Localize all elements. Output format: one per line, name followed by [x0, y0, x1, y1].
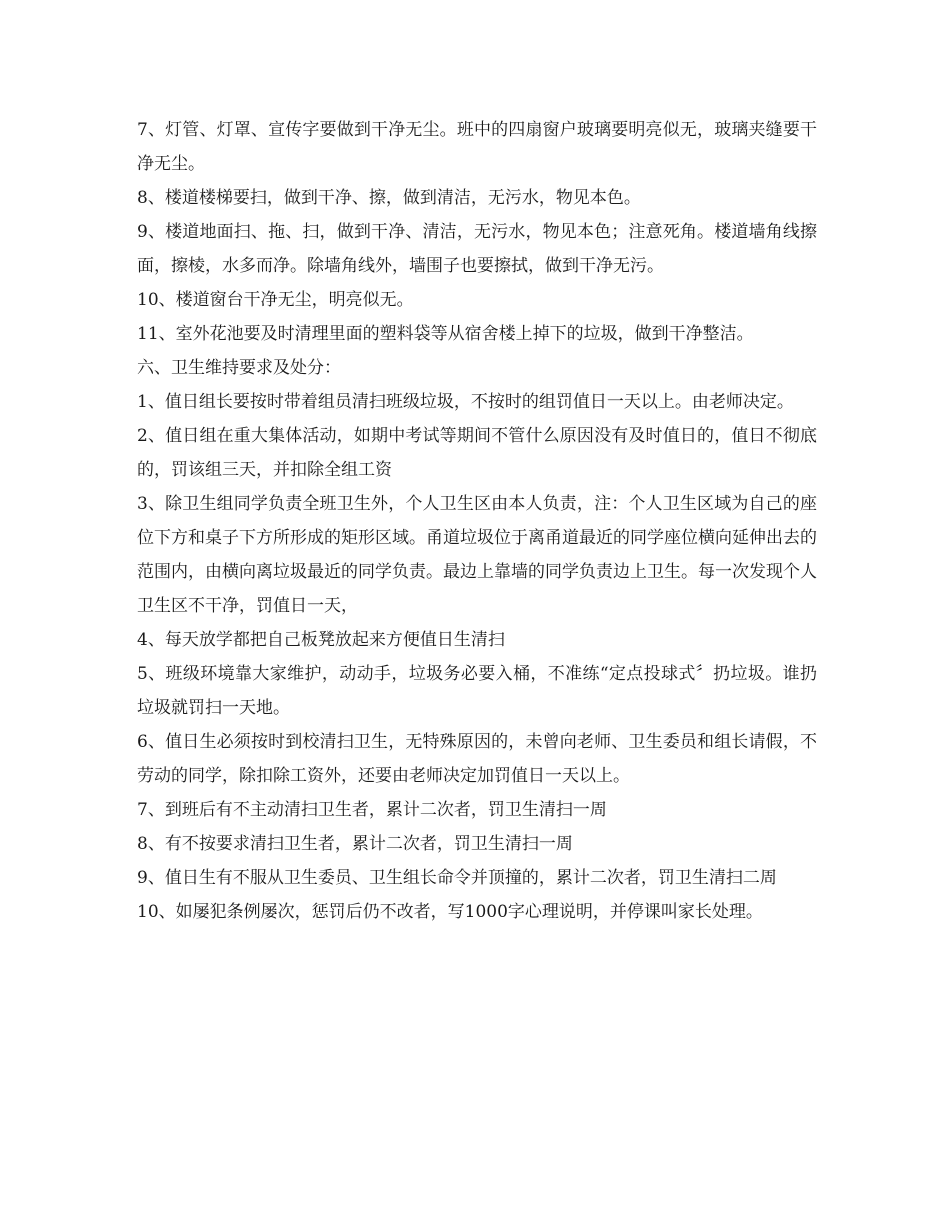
paragraph-item-10-windowsill: 10、楼道窗台干净无尘，明亮似无。	[137, 290, 414, 310]
section-heading-six: 六、卫生维持要求及处分：	[137, 358, 341, 378]
document-body	[137, 113, 817, 929]
rule-item-8: 8、有不按要求清扫卫生者，累计二次者，罚卫生清扫一周	[137, 834, 573, 854]
paragraph-item-9-corridor-floor: 9、楼道地面扫、拖、扫，做到干净、清洁，无污水，物见本色；注意死角。楼道墙角线擦面，擦棱，水多而净。除墙角线外，墙围子也要擦拭，做到干净无污。	[137, 222, 817, 276]
rule-item-10: 10、如屡犯条例屡次，惩罚后仍不改者，写1000字心理说明，并停课叫家长处理。	[137, 902, 763, 922]
paragraph-item-11-flower-bed: 11、室外花池要及时清理里面的塑料袋等从宿舍楼上掉下的垃圾，做到干净整洁。	[137, 324, 754, 344]
rule-item-2: 2、值日组在重大集体活动，如期中考试等期间不管什么原因没有及时值日的，值日不彻底的，罚该组三天，并扣除全组工资	[137, 426, 817, 480]
rule-item-7: 7、到班后有不主动清扫卫生者，累计二次者，罚卫生清扫一周	[137, 800, 607, 820]
rule-item-1: 1、值日组长要按时带着组员清扫班级垃圾，不按时的组罚值日一天以上。由老师决定。	[137, 392, 794, 412]
rule-item-4: 4、每天放学都把自己板凳放起来方便值日生清扫	[137, 630, 505, 650]
rule-item-3: 3、除卫生组同学负责全班卫生外，个人卫生区由本人负责，注：个人卫生区域为自己的座位下方和桌子下方所形成的矩形区域。甬道垃圾位于离甬道最近的同学座位横向延伸出去的范围内，由横向离垃圾最近的同学负责。最边上靠墙的同学负责边上卫生。每一次发现个人卫生区不干净，罚值日一天，	[137, 494, 817, 616]
paragraph-item-8-stairs: 8、楼道楼梯要扫，做到干净、擦，做到清洁，无污水，物见本色。	[137, 188, 641, 208]
rule-item-9: 9、值日生有不服从卫生委员、卫生组长命令并顶撞的，累计二次者，罚卫生清扫二周	[137, 868, 777, 888]
paragraph-item-7-lights: 7、灯管、灯罩、宣传字要做到干净无尘。班中的四扇窗户玻璃要明亮似无，玻璃夹缝要干净无尘。	[137, 120, 817, 174]
rule-item-5: 5、班级环境靠大家维护，动动手，垃圾务必要入桶，不准练“定点投球式〞扔垃圾。谁扔垃圾就罚扫一天地。	[137, 664, 817, 718]
rule-item-6: 6、值日生必须按时到校清扫卫生，无特殊原因的，未曾向老师、卫生委员和组长请假，不劳动的同学，除扣除工资外，还要由老师决定加罚值日一天以上。	[137, 732, 817, 786]
